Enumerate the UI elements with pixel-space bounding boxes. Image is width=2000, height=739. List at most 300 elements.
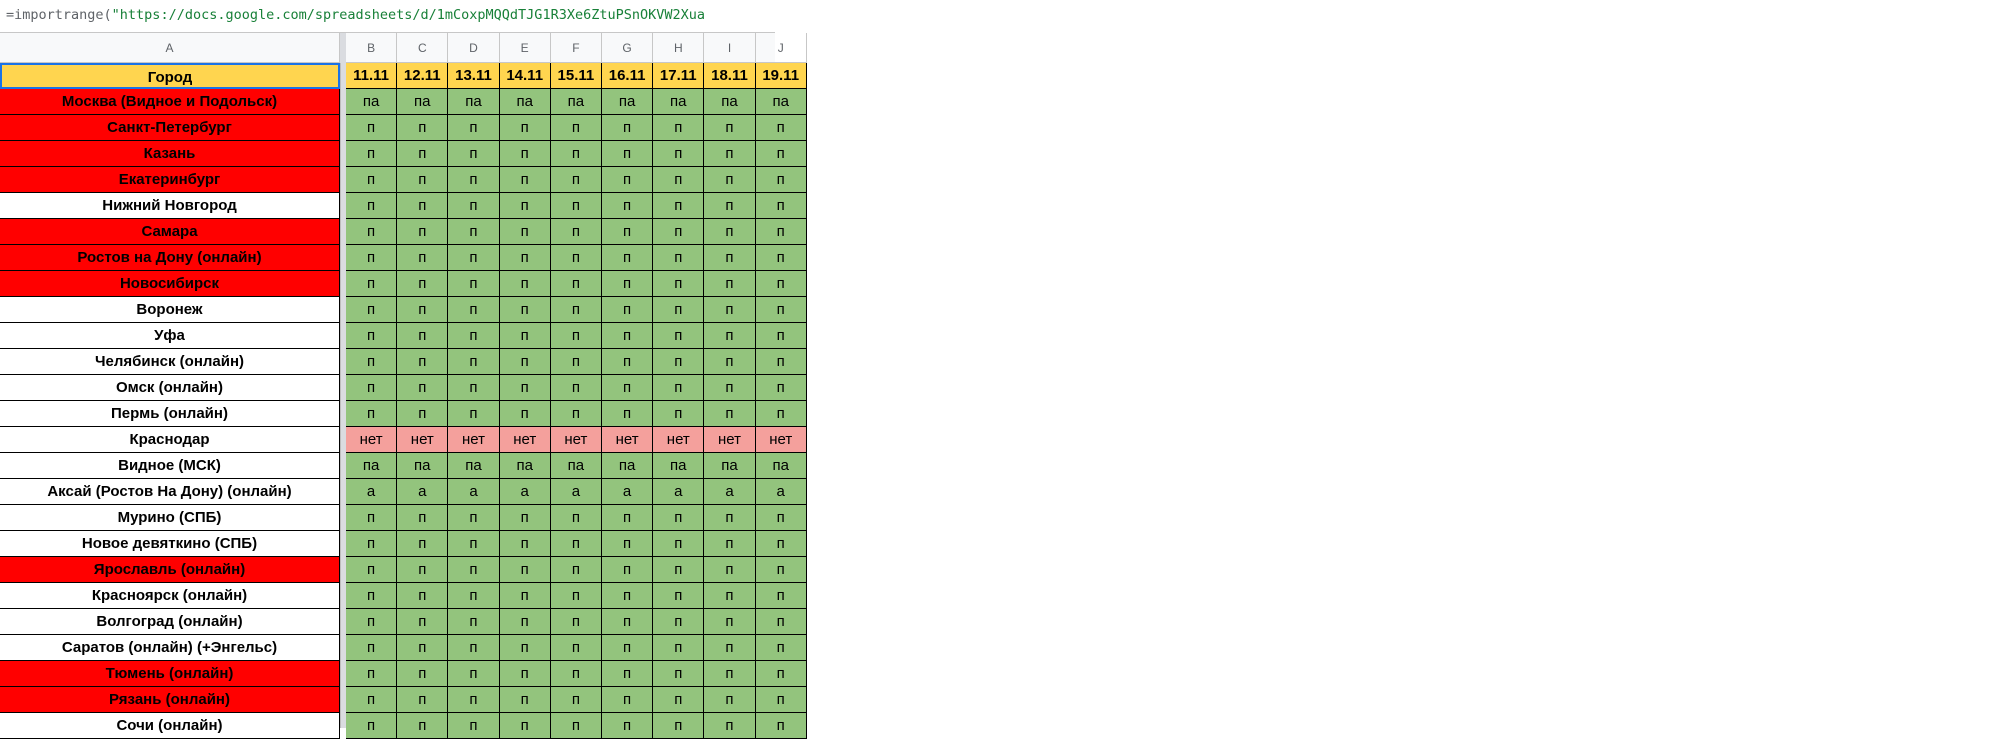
city-cell[interactable]: Сочи (онлайн) — [0, 713, 340, 739]
table-row — [0, 271, 2000, 297]
status-cell[interactable]: п — [704, 245, 755, 271]
table-row — [0, 635, 2000, 661]
status-cell[interactable]: п — [704, 687, 755, 713]
column-header-f[interactable]: F — [551, 33, 602, 63]
status-cell[interactable]: п — [653, 635, 704, 661]
status-cell[interactable]: п — [397, 271, 448, 297]
city-cell[interactable]: Саратов (онлайн) (+Энгельс) — [0, 635, 340, 661]
table-row — [0, 245, 2000, 271]
table-row — [0, 505, 2000, 531]
column-header-b[interactable]: B — [346, 33, 397, 63]
status-cell[interactable]: п — [602, 245, 653, 271]
table-row — [0, 609, 2000, 635]
status-cell[interactable]: п — [448, 583, 499, 609]
status-cell[interactable]: п — [756, 349, 807, 375]
status-cell[interactable]: п — [653, 115, 704, 141]
city-cell[interactable]: Мурино (СПБ) — [0, 505, 340, 531]
status-cell[interactable]: п — [397, 713, 448, 739]
status-cell[interactable]: п — [756, 193, 807, 219]
status-cell[interactable]: п — [704, 349, 755, 375]
status-cell[interactable]: п — [602, 505, 653, 531]
status-cell[interactable]: п — [602, 193, 653, 219]
status-cell[interactable]: п — [602, 219, 653, 245]
status-cell[interactable]: п — [704, 323, 755, 349]
status-cell[interactable]: п — [602, 115, 653, 141]
date-header-cell[interactable]: 16.11 — [602, 63, 653, 89]
status-cell[interactable]: п — [346, 323, 397, 349]
status-cell[interactable]: п — [551, 193, 602, 219]
status-cell[interactable]: п — [602, 661, 653, 687]
status-cell[interactable]: п — [500, 297, 551, 323]
status-cell[interactable]: п — [551, 219, 602, 245]
city-cell[interactable]: Москва (Видное и Подольск) — [0, 89, 340, 115]
status-cell[interactable]: а — [397, 479, 448, 505]
status-cell[interactable]: п — [346, 687, 397, 713]
status-cell[interactable]: а — [346, 479, 397, 505]
table-row — [0, 89, 2000, 115]
status-cell[interactable]: п — [500, 505, 551, 531]
city-cell[interactable]: Ярославль (онлайн) — [0, 557, 340, 583]
status-cell[interactable]: п — [653, 297, 704, 323]
status-cell[interactable]: п — [704, 609, 755, 635]
status-cell[interactable]: п — [346, 349, 397, 375]
status-cell[interactable]: п — [756, 115, 807, 141]
status-cell[interactable]: п — [602, 141, 653, 167]
status-cell[interactable]: п — [756, 323, 807, 349]
status-cell[interactable]: п — [346, 219, 397, 245]
status-cell[interactable]: п — [756, 661, 807, 687]
status-cell[interactable]: п — [448, 349, 499, 375]
status-cell[interactable]: па — [500, 453, 551, 479]
status-cell[interactable]: п — [448, 557, 499, 583]
status-cell[interactable]: п — [602, 167, 653, 193]
status-cell[interactable]: п — [346, 141, 397, 167]
status-cell[interactable]: п — [704, 505, 755, 531]
city-header-cell[interactable]: Город — [0, 63, 340, 89]
column-header-j[interactable]: J — [756, 33, 807, 63]
column-header-d[interactable]: D — [448, 33, 499, 63]
date-header-cell[interactable]: 17.11 — [653, 63, 704, 89]
city-cell[interactable]: Видное (МСК) — [0, 453, 340, 479]
city-cell[interactable]: Челябинск (онлайн) — [0, 349, 340, 375]
status-cell[interactable]: п — [551, 635, 602, 661]
table-row — [0, 193, 2000, 219]
status-cell[interactable]: п — [500, 635, 551, 661]
status-cell[interactable]: п — [397, 661, 448, 687]
status-cell[interactable]: п — [448, 375, 499, 401]
status-cell[interactable]: п — [551, 323, 602, 349]
status-cell[interactable]: п — [653, 505, 704, 531]
status-cell[interactable]: п — [551, 271, 602, 297]
status-cell[interactable]: п — [397, 115, 448, 141]
status-cell[interactable]: п — [346, 115, 397, 141]
status-cell[interactable]: п — [448, 531, 499, 557]
status-cell[interactable]: п — [704, 167, 755, 193]
status-cell[interactable]: п — [551, 245, 602, 271]
status-cell[interactable]: п — [551, 375, 602, 401]
status-cell[interactable]: п — [551, 401, 602, 427]
status-cell[interactable]: п — [346, 635, 397, 661]
status-cell[interactable]: а — [500, 479, 551, 505]
status-cell[interactable]: п — [500, 583, 551, 609]
status-cell[interactable]: п — [704, 115, 755, 141]
status-cell[interactable]: п — [397, 141, 448, 167]
frozen-column-divider[interactable] — [340, 63, 346, 728]
status-cell[interactable]: п — [653, 375, 704, 401]
date-header-cell[interactable]: 12.11 — [397, 63, 448, 89]
status-cell[interactable]: па — [704, 453, 755, 479]
city-cell[interactable]: Самара — [0, 219, 340, 245]
status-cell[interactable]: п — [704, 557, 755, 583]
status-cell[interactable]: а — [448, 479, 499, 505]
status-cell[interactable]: п — [602, 531, 653, 557]
column-headers — [0, 33, 784, 63]
status-cell[interactable]: па — [756, 89, 807, 115]
city-cell[interactable]: Екатеринбург — [0, 167, 340, 193]
status-cell[interactable]: п — [397, 531, 448, 557]
city-cell[interactable]: Красноярск (онлайн) — [0, 583, 340, 609]
status-cell[interactable]: п — [500, 271, 551, 297]
status-cell[interactable]: нет — [602, 427, 653, 453]
status-cell[interactable]: п — [551, 687, 602, 713]
status-cell[interactable]: п — [397, 349, 448, 375]
status-cell[interactable]: п — [500, 323, 551, 349]
status-cell[interactable]: п — [756, 401, 807, 427]
status-cell[interactable]: п — [448, 141, 499, 167]
status-cell[interactable]: п — [397, 557, 448, 583]
city-cell[interactable]: Нижний Новгород — [0, 193, 340, 219]
city-cell[interactable]: Рязань (онлайн) — [0, 687, 340, 713]
status-cell[interactable]: п — [551, 297, 602, 323]
status-cell[interactable]: п — [448, 271, 499, 297]
status-cell[interactable]: п — [551, 141, 602, 167]
status-cell[interactable]: п — [500, 401, 551, 427]
status-cell[interactable]: п — [448, 115, 499, 141]
column-header-e[interactable]: E — [500, 33, 551, 63]
status-cell[interactable]: п — [704, 661, 755, 687]
city-cell[interactable]: Омск (онлайн) — [0, 375, 340, 401]
status-cell[interactable]: п — [602, 609, 653, 635]
status-cell[interactable]: п — [704, 401, 755, 427]
status-cell[interactable]: п — [397, 193, 448, 219]
status-cell[interactable]: п — [653, 609, 704, 635]
status-cell[interactable]: п — [602, 687, 653, 713]
status-cell[interactable]: п — [397, 245, 448, 271]
city-cell[interactable]: Тюмень (онлайн) — [0, 661, 340, 687]
status-cell[interactable]: п — [500, 531, 551, 557]
status-cell[interactable]: п — [653, 167, 704, 193]
city-cell[interactable]: Краснодар — [0, 427, 340, 453]
formula-function: =importrange( — [6, 7, 112, 23]
table-row — [0, 427, 2000, 453]
status-cell[interactable]: п — [448, 401, 499, 427]
status-cell[interactable]: п — [704, 635, 755, 661]
table-row — [0, 583, 2000, 609]
table-row — [0, 141, 2000, 167]
city-cell[interactable]: Санкт-Петербург — [0, 115, 340, 141]
status-cell[interactable]: п — [704, 375, 755, 401]
status-cell[interactable]: п — [653, 687, 704, 713]
status-cell[interactable]: п — [602, 713, 653, 739]
status-cell[interactable]: п — [653, 531, 704, 557]
status-cell[interactable]: нет — [756, 427, 807, 453]
status-cell[interactable]: п — [397, 635, 448, 661]
status-cell[interactable]: па — [500, 89, 551, 115]
status-cell[interactable]: п — [346, 297, 397, 323]
status-cell[interactable]: п — [397, 375, 448, 401]
column-header-a[interactable]: A — [0, 33, 340, 63]
status-cell[interactable]: п — [756, 245, 807, 271]
status-cell[interactable]: п — [346, 245, 397, 271]
status-cell[interactable]: п — [500, 245, 551, 271]
status-cell[interactable]: па — [602, 89, 653, 115]
status-cell[interactable]: п — [346, 557, 397, 583]
status-cell[interactable]: п — [500, 115, 551, 141]
status-cell[interactable]: п — [500, 167, 551, 193]
status-cell[interactable]: п — [653, 323, 704, 349]
status-cell[interactable]: п — [551, 167, 602, 193]
table-row — [0, 219, 2000, 245]
status-cell[interactable]: п — [704, 531, 755, 557]
status-cell[interactable]: п — [653, 219, 704, 245]
status-cell[interactable]: п — [756, 713, 807, 739]
city-cell[interactable]: Ростов на Дону (онлайн) — [0, 245, 340, 271]
status-cell[interactable]: п — [500, 557, 551, 583]
status-cell[interactable]: п — [756, 687, 807, 713]
status-cell[interactable]: п — [756, 557, 807, 583]
status-cell[interactable]: п — [756, 609, 807, 635]
status-cell[interactable]: п — [500, 609, 551, 635]
status-cell[interactable]: п — [756, 375, 807, 401]
status-cell[interactable]: а — [704, 479, 755, 505]
status-cell[interactable]: п — [653, 557, 704, 583]
status-cell[interactable]: п — [551, 505, 602, 531]
status-cell[interactable]: па — [551, 453, 602, 479]
status-cell[interactable]: п — [397, 219, 448, 245]
status-cell[interactable]: па — [551, 89, 602, 115]
status-cell[interactable]: па — [602, 453, 653, 479]
status-cell[interactable]: п — [704, 583, 755, 609]
status-cell[interactable]: нет — [551, 427, 602, 453]
table-row — [0, 687, 2000, 713]
status-cell[interactable]: п — [602, 635, 653, 661]
status-cell[interactable]: п — [397, 167, 448, 193]
status-cell[interactable]: па — [653, 89, 704, 115]
city-cell[interactable]: Казань — [0, 141, 340, 167]
status-cell[interactable]: п — [551, 609, 602, 635]
status-cell[interactable]: п — [653, 245, 704, 271]
status-cell[interactable]: п — [653, 193, 704, 219]
table-row — [0, 349, 2000, 375]
status-cell[interactable]: п — [346, 271, 397, 297]
status-cell[interactable]: п — [448, 635, 499, 661]
table-row — [0, 115, 2000, 141]
status-cell[interactable]: п — [704, 297, 755, 323]
status-cell[interactable]: па — [756, 453, 807, 479]
formula-text[interactable] — [6, 7, 705, 23]
table-row — [0, 375, 2000, 401]
date-header-cell[interactable]: 11.11 — [346, 63, 397, 89]
status-cell[interactable]: п — [602, 583, 653, 609]
status-cell[interactable]: п — [653, 141, 704, 167]
table-row — [0, 323, 2000, 349]
status-cell[interactable]: п — [551, 557, 602, 583]
status-cell[interactable]: п — [346, 713, 397, 739]
status-cell[interactable]: п — [756, 297, 807, 323]
table-row — [0, 453, 2000, 479]
status-cell[interactable]: п — [756, 141, 807, 167]
status-cell[interactable]: п — [602, 271, 653, 297]
status-cell[interactable]: п — [756, 167, 807, 193]
date-header-cell[interactable]: 14.11 — [500, 63, 551, 89]
status-cell[interactable]: па — [448, 89, 499, 115]
table-row — [0, 531, 2000, 557]
date-header-cell[interactable]: 18.11 — [704, 63, 755, 89]
date-header-cell[interactable]: 13.11 — [448, 63, 499, 89]
status-cell[interactable]: нет — [397, 427, 448, 453]
status-cell[interactable]: п — [653, 349, 704, 375]
status-cell[interactable]: п — [397, 323, 448, 349]
status-cell[interactable]: п — [551, 115, 602, 141]
status-cell[interactable]: па — [653, 453, 704, 479]
status-cell[interactable]: п — [397, 297, 448, 323]
column-header-c[interactable]: C — [397, 33, 448, 63]
city-cell[interactable]: Уфа — [0, 323, 340, 349]
status-cell[interactable]: п — [346, 583, 397, 609]
status-cell[interactable]: п — [448, 323, 499, 349]
status-cell[interactable]: п — [602, 323, 653, 349]
city-cell[interactable]: Воронеж — [0, 297, 340, 323]
status-cell[interactable]: п — [756, 531, 807, 557]
status-cell[interactable]: п — [704, 219, 755, 245]
status-cell[interactable]: п — [602, 401, 653, 427]
status-cell[interactable]: п — [653, 661, 704, 687]
status-cell[interactable]: п — [397, 583, 448, 609]
status-cell[interactable]: а — [653, 479, 704, 505]
status-cell[interactable]: па — [448, 453, 499, 479]
status-cell[interactable]: п — [346, 505, 397, 531]
table-row — [0, 479, 2000, 505]
status-cell[interactable]: п — [653, 583, 704, 609]
status-cell[interactable]: п — [397, 609, 448, 635]
status-cell[interactable]: п — [397, 401, 448, 427]
status-cell[interactable]: п — [346, 193, 397, 219]
city-cell[interactable]: Пермь (онлайн) — [0, 401, 340, 427]
status-cell[interactable]: п — [602, 297, 653, 323]
status-cell[interactable]: па — [346, 89, 397, 115]
status-cell[interactable]: п — [448, 297, 499, 323]
status-cell[interactable]: нет — [346, 427, 397, 453]
status-cell[interactable]: нет — [704, 427, 755, 453]
status-cell[interactable]: а — [551, 479, 602, 505]
formula-url-string: "https://docs.google.com/spreadsheets/d/1mCoxpMQQdTJG1R3Xe6ZtuPSnOKVW2Xua — [111, 7, 705, 23]
status-cell[interactable]: а — [602, 479, 653, 505]
status-cell[interactable]: п — [756, 635, 807, 661]
status-cell[interactable]: п — [551, 349, 602, 375]
status-cell[interactable]: па — [346, 453, 397, 479]
status-cell[interactable]: па — [397, 89, 448, 115]
status-cell[interactable]: п — [346, 531, 397, 557]
status-cell[interactable]: п — [500, 661, 551, 687]
status-cell[interactable]: п — [704, 193, 755, 219]
status-cell[interactable]: п — [346, 167, 397, 193]
column-header-h[interactable]: H — [653, 33, 704, 63]
status-cell[interactable]: п — [500, 219, 551, 245]
status-cell[interactable]: п — [448, 505, 499, 531]
column-header-g[interactable]: G — [602, 33, 653, 63]
status-cell[interactable]: п — [551, 531, 602, 557]
status-cell[interactable]: п — [448, 609, 499, 635]
status-cell[interactable]: п — [346, 401, 397, 427]
status-cell[interactable]: п — [653, 401, 704, 427]
status-cell[interactable]: п — [500, 687, 551, 713]
status-cell[interactable]: п — [397, 687, 448, 713]
formula-bar[interactable] — [0, 0, 775, 33]
status-cell[interactable]: п — [448, 713, 499, 739]
status-cell[interactable]: п — [397, 505, 448, 531]
frozen-column-divider[interactable] — [340, 33, 346, 63]
status-cell[interactable]: п — [346, 661, 397, 687]
status-cell[interactable]: п — [500, 141, 551, 167]
status-cell[interactable]: па — [704, 89, 755, 115]
status-cell[interactable]: п — [448, 167, 499, 193]
status-cell[interactable]: п — [500, 375, 551, 401]
status-cell[interactable]: нет — [448, 427, 499, 453]
status-cell[interactable]: п — [346, 609, 397, 635]
status-cell[interactable]: нет — [653, 427, 704, 453]
status-cell[interactable]: п — [704, 271, 755, 297]
status-cell[interactable]: нет — [500, 427, 551, 453]
status-cell[interactable]: п — [448, 245, 499, 271]
status-cell[interactable]: п — [500, 193, 551, 219]
status-cell[interactable]: п — [704, 141, 755, 167]
spreadsheet-grid — [0, 63, 800, 734]
city-cell[interactable]: Новое девяткино (СПБ) — [0, 531, 340, 557]
status-cell[interactable]: п — [756, 271, 807, 297]
status-cell[interactable]: п — [756, 219, 807, 245]
status-cell[interactable]: п — [551, 583, 602, 609]
status-cell[interactable]: п — [602, 349, 653, 375]
date-header-cell[interactable]: 15.11 — [551, 63, 602, 89]
status-cell[interactable]: п — [448, 661, 499, 687]
status-cell[interactable]: п — [500, 349, 551, 375]
status-cell[interactable]: п — [756, 583, 807, 609]
status-cell[interactable]: п — [602, 557, 653, 583]
status-cell[interactable]: п — [448, 193, 499, 219]
status-cell[interactable]: п — [551, 713, 602, 739]
date-header-cell[interactable]: 19.11 — [756, 63, 807, 89]
status-cell[interactable]: п — [500, 713, 551, 739]
table-row — [0, 297, 2000, 323]
status-cell[interactable]: п — [653, 713, 704, 739]
status-cell[interactable]: а — [756, 479, 807, 505]
table-row — [0, 167, 2000, 193]
city-cell[interactable]: Новосибирск — [0, 271, 340, 297]
status-cell[interactable]: п — [756, 505, 807, 531]
city-cell[interactable]: Аксай (Ростов На Дону) (онлайн) — [0, 479, 340, 505]
status-cell[interactable]: п — [653, 271, 704, 297]
status-cell[interactable]: п — [704, 713, 755, 739]
status-cell[interactable]: п — [346, 375, 397, 401]
status-cell[interactable]: п — [448, 219, 499, 245]
city-cell[interactable]: Волгоград (онлайн) — [0, 609, 340, 635]
status-cell[interactable]: па — [397, 453, 448, 479]
column-header-i[interactable]: I — [704, 33, 755, 63]
status-cell[interactable]: п — [602, 375, 653, 401]
status-cell[interactable]: п — [551, 661, 602, 687]
table-row — [0, 661, 2000, 687]
status-cell[interactable]: п — [448, 687, 499, 713]
